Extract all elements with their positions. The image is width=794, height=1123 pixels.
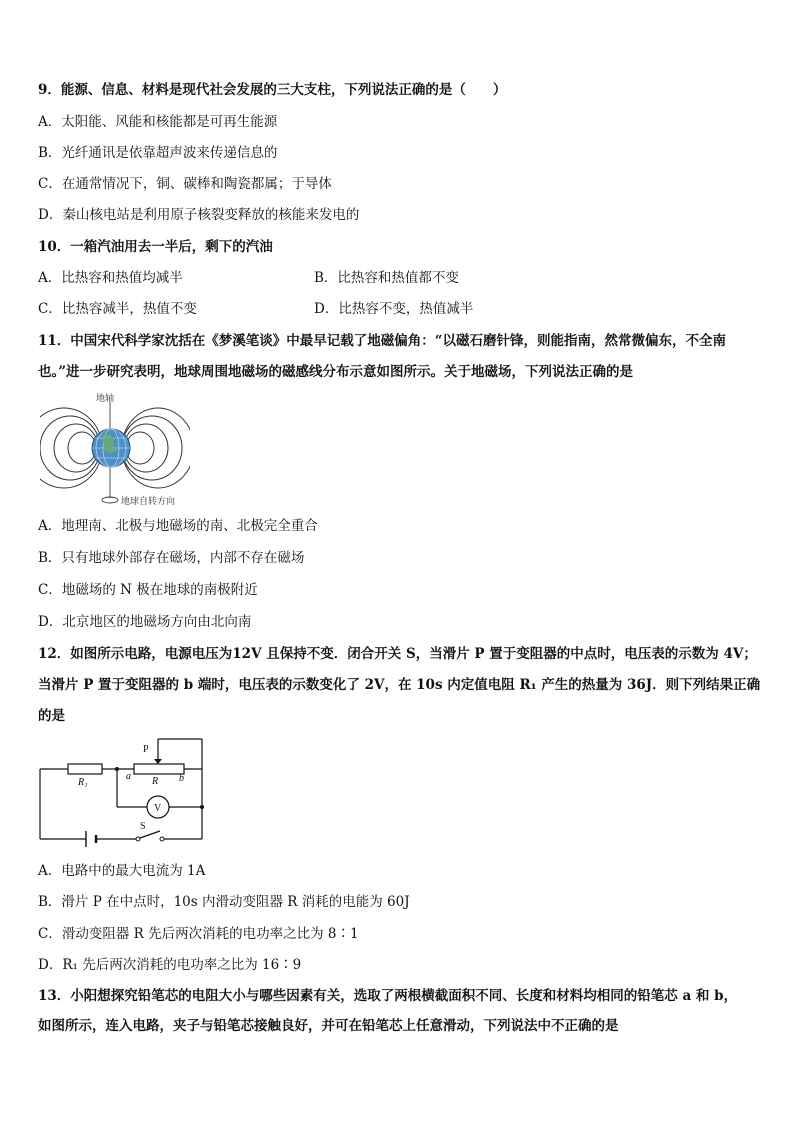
q11-stem-line1: 11．中国宋代科学家沈括在《梦溪笔谈》中最早记载了地磁偏角：“以磁石磨针锋，则能指南，然常微偏东，不全南	[38, 333, 727, 349]
earth-axis-label: 地轴	[96, 394, 115, 404]
switch-blade	[140, 831, 160, 838]
label-p: P	[143, 744, 149, 755]
q12-stem-line1: 12．如图所示电路，电源电压为12V 且保持不变．闭合开关 S，当滑片 P 置于变阻器的中点时，电压表的示数为 4V；	[38, 646, 757, 662]
earth-magnetic-field-figure	[40, 390, 190, 510]
q12-option-d: D．R₁ 先后两次消耗的电功率之比为 16∶9	[38, 957, 302, 973]
q9-stem: 9．能源、信息、材料是现代社会发展的三大支柱，下列说法正确的是（ ）	[38, 82, 507, 98]
q11-option-a: A．地理南、北极与地磁场的南、北极完全重合	[38, 518, 318, 534]
q13-stem-line2: 如图所示，连入电路，夹子与铅笔芯接触良好，并可在铅笔芯上任意滑动，下列说法中不正确的是	[38, 1018, 619, 1034]
q12-stem-line2: 当滑片 P 置于变阻器的 b 端时，电压表的示数变化了 2V，在 10s 内定值电阻 R₁ 产生的热量为 36J．则下列结果正确	[38, 677, 761, 693]
q10-option-b: B．比热容和热值都不变	[314, 270, 459, 286]
q12-stem-line3: 的是	[38, 708, 65, 724]
q10-option-c: C．比热容减半，热值不变	[38, 301, 197, 317]
q12-option-a: A．电路中的最大电流为 1A	[38, 863, 206, 879]
rheostat-r	[134, 764, 184, 774]
label-r: R	[152, 776, 159, 787]
switch-pivot	[136, 837, 140, 841]
q11-option-c: C．地磁场的 N 极在地球的南极附近	[38, 582, 258, 598]
q12-option-b: B．滑片 P 在中点时，10s 内滑动变阻器 R 消耗的电能为 60J	[38, 894, 410, 910]
q10-option-a: A．比热容和热值均减半	[38, 270, 183, 286]
resistor-r1	[68, 764, 102, 774]
label-a: a	[126, 771, 131, 782]
q13-stem-line1: 13．小阳想探究铅笔芯的电阻大小与哪些因素有关，选取了两根横截面积不同、长度和材料均相同的铅笔芯 a 和 b，	[38, 988, 738, 1004]
label-v: V	[154, 803, 162, 814]
junction-right	[200, 805, 204, 809]
q9-option-a: A．太阳能、风能和核能都是可再生能源	[38, 114, 278, 130]
junction-a	[115, 767, 119, 771]
q11-option-b: B．只有地球外部存在磁场，内部不存在磁场	[38, 550, 305, 566]
rotation-label: 地球自转方向	[121, 497, 176, 507]
q9-option-d: D．秦山核电站是利用原子核裂变释放的核能来发电的	[38, 207, 360, 223]
label-r1: R₁	[78, 777, 88, 788]
q9-option-c: C．在通常情况下，铜、碳棒和陶瓷都属；于导体	[38, 176, 332, 192]
q10-option-d: D．比热容不变，热值减半	[314, 301, 474, 317]
circuit-wires	[40, 739, 202, 839]
q10-stem: 10．一箱汽油用去一半后，剩下的汽油	[38, 239, 273, 255]
label-b: b	[179, 773, 184, 784]
label-s: S	[140, 821, 146, 832]
q11-option-d: D．北京地区的地磁场方向由北向南	[38, 614, 252, 630]
q9-option-b: B．光纤通讯是依靠超声波来传递信息的	[38, 145, 278, 161]
q12-option-c: C．滑动变阻器 R 先后两次消耗的电功率之比为 8∶1	[38, 926, 359, 942]
circuit-diagram	[36, 737, 212, 847]
slider-arrow	[154, 759, 162, 764]
switch-contact	[160, 837, 164, 841]
q11-stem-line2: 也。”进一步研究表明，地球周围地磁场的磁感线分布示意如图所示。关于地磁场，下列说法正确的是	[38, 364, 634, 380]
